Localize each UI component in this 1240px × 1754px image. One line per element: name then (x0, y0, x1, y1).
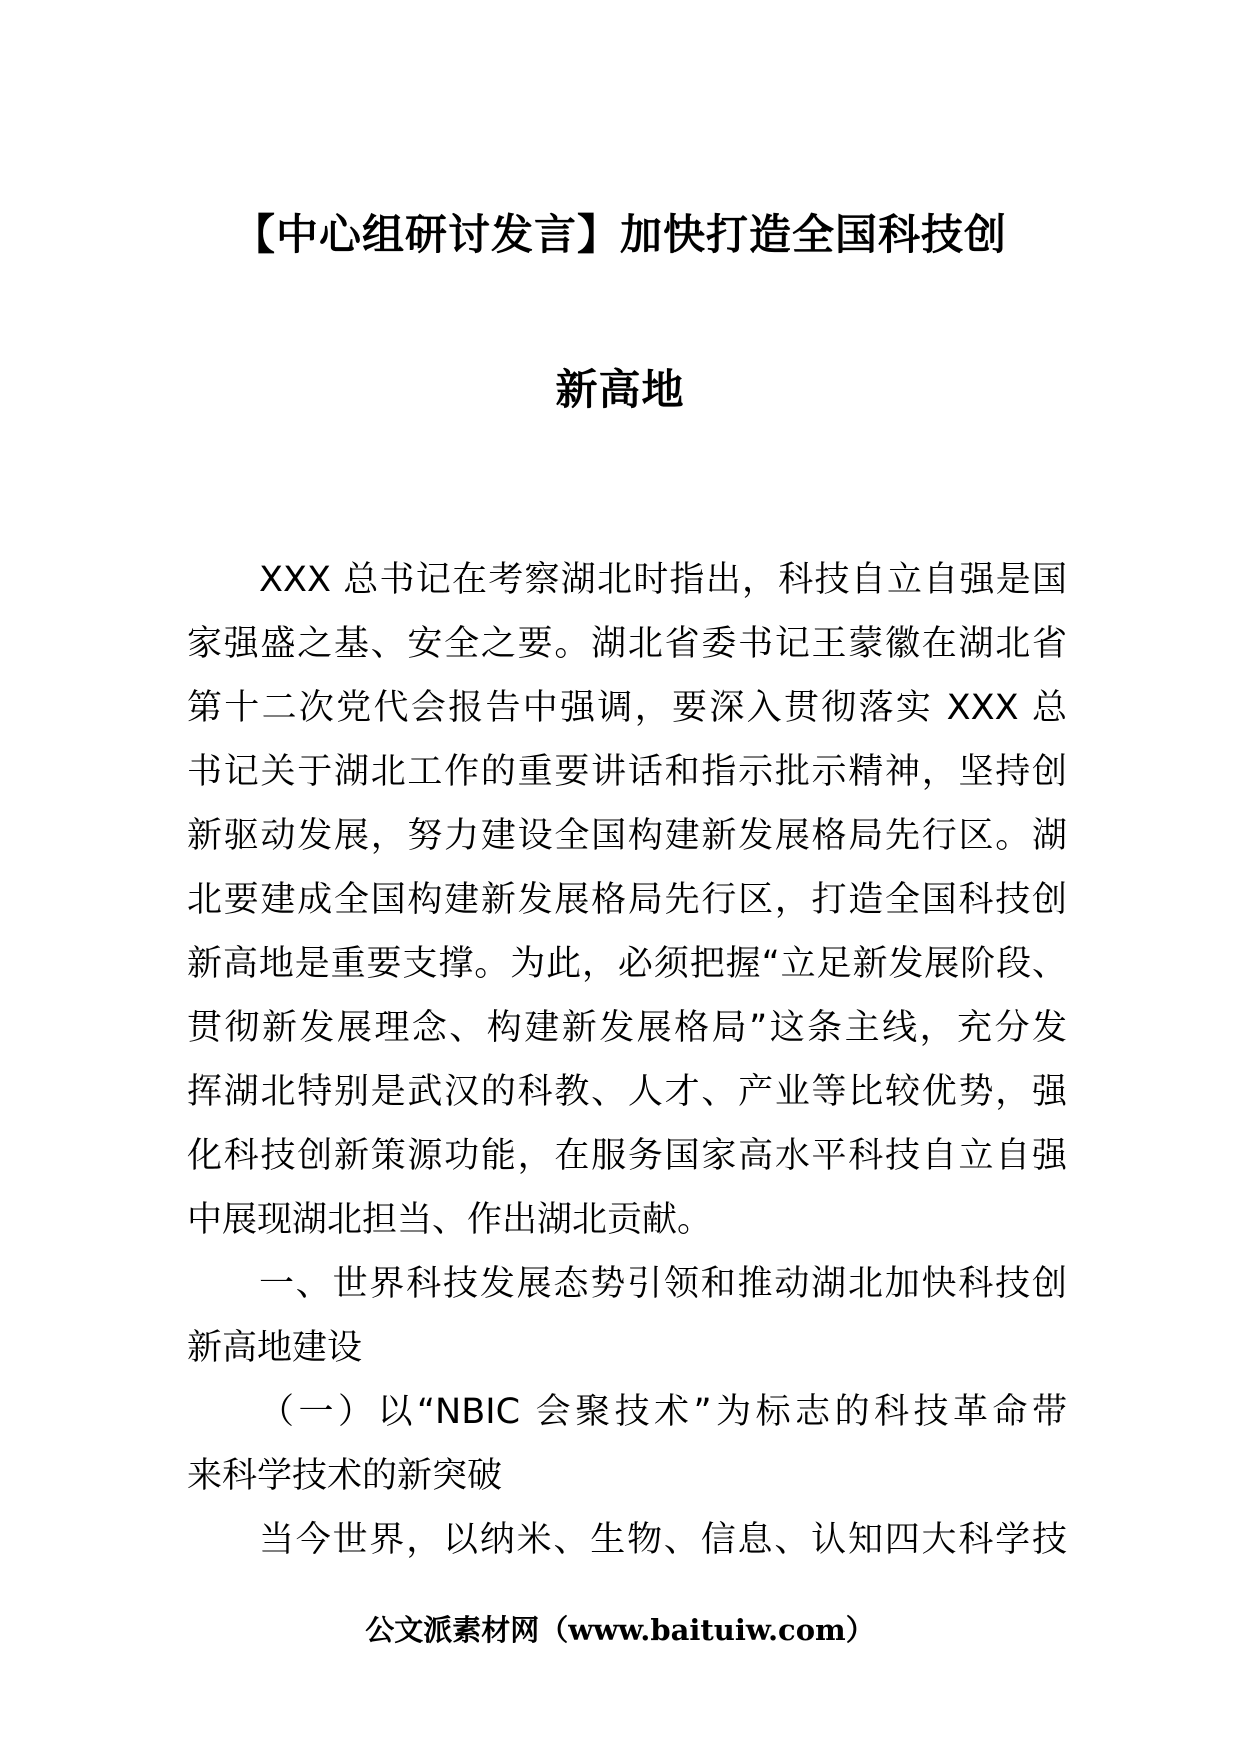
body-line: 北要建成全国构建新发展格局先行区，打造全国科技创 (187, 880, 1067, 920)
body-line: 挥湖北特别是武汉的科教、人才、产业等比较优势，强 (187, 1072, 1067, 1112)
document-title-line-1: 【中心组研讨发言】加快打造全国科技创 (232, 210, 1007, 259)
section-heading-line: 新高地建设 (187, 1328, 363, 1368)
body-line: 化科技创新策源功能，在服务国家高水平科技自立自强 (187, 1136, 1067, 1176)
body-line: 新驱动发展，努力建设全国构建新发展格局先行区。湖 (187, 816, 1067, 856)
body-line: 第十二次党代会报告中强调，要深入贯彻落实 XXX 总 (187, 688, 1067, 728)
body-line: 贯彻新发展理念、构建新发展格局”这条主线，充分发 (187, 1008, 1067, 1048)
body-line: 当今世界，以纳米、生物、信息、认知四大科学技 (259, 1520, 1067, 1560)
footer-watermark-text: 公文派素材网（www.baituiw.com） (365, 1613, 875, 1647)
document-title-line-2: 新高地 (555, 365, 685, 414)
body-line: 书记关于湖北工作的重要讲话和指示批示精神，坚持创 (187, 752, 1067, 792)
body-line: 家强盛之基、安全之要。湖北省委书记王蒙徽在湖北省 (187, 624, 1067, 664)
subsection-heading-line: 来科学技术的新突破 (187, 1456, 503, 1496)
document-body (187, 548, 1067, 1572)
subsection-heading-line: （一）以“NBIC 会聚技术”为标志的科技革命带 (259, 1392, 1067, 1432)
body-line: 新高地是重要支撑。为此，必须把握“立足新发展阶段、 (187, 944, 1067, 984)
section-heading-line: 一、世界科技发展态势引领和推动湖北加快科技创 (259, 1264, 1067, 1304)
body-line: 中展现湖北担当、作出湖北贡献。 (187, 1200, 713, 1240)
body-line: XXX 总书记在考察湖北时指出，科技自立自强是国 (259, 560, 1067, 600)
